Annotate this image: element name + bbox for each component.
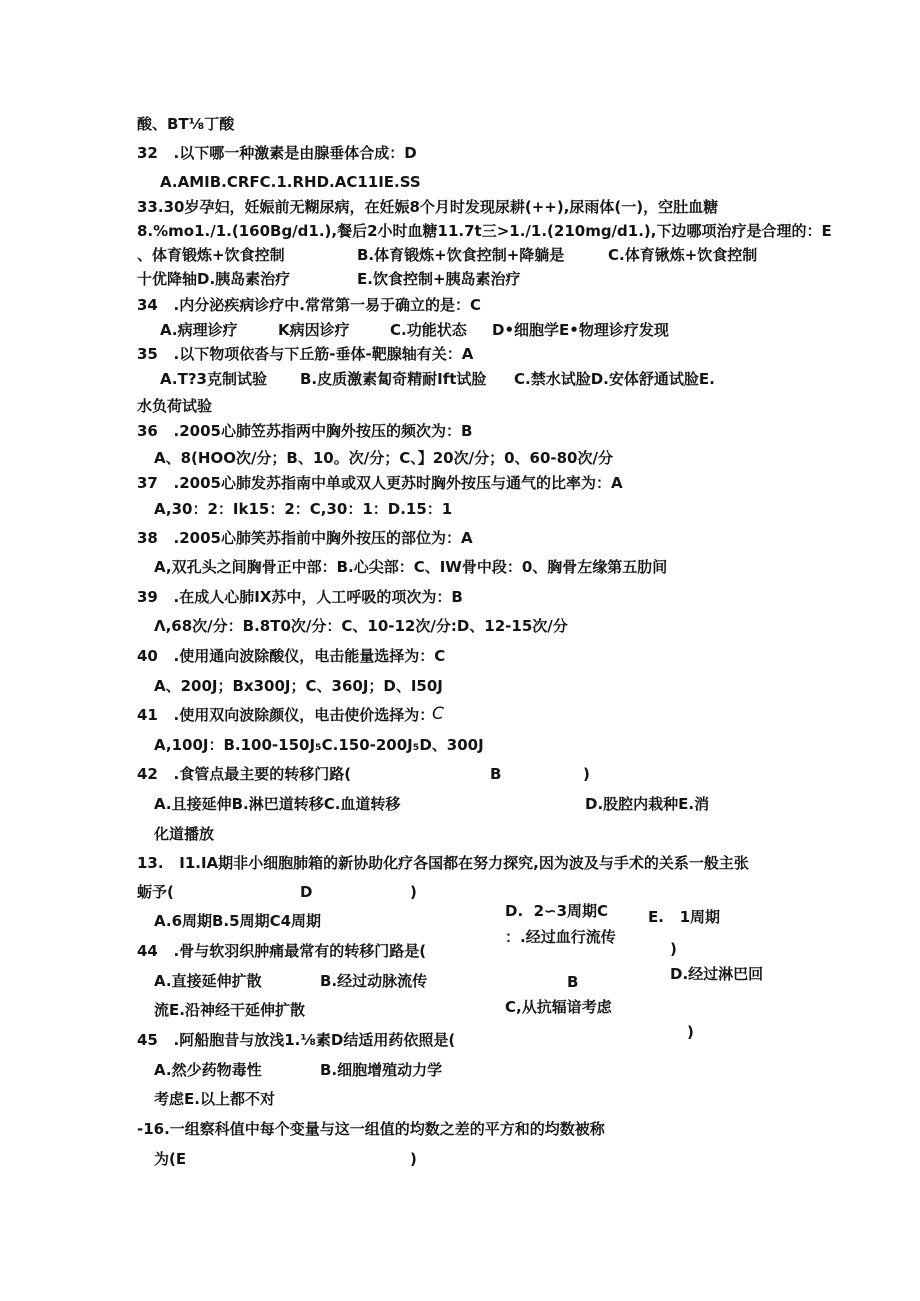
question-42: 42 .食管点最主要的转移门路( — [137, 765, 352, 783]
paren-close-45: ) — [687, 1023, 694, 1041]
options-44-b: B.经过动脉流传 — [320, 972, 428, 990]
options-32: A.AMIB.CRFC.1.RHD.AC11IE.SS — [160, 173, 421, 191]
options-42-e-cont: 化道播放 — [154, 825, 215, 843]
question-37: 37 .2005心肺发苏指南中单或双人更苏时胸外按压与通气的比率为：A — [137, 474, 623, 492]
option-35-a: A.T?3克制试验 — [160, 370, 267, 388]
option-35-e-cont: 水负荷试验 — [137, 397, 213, 415]
options-41: A,100J：B.100-150J₅C.150-200J₅D、300J — [154, 736, 484, 754]
option-34-a: A.病理诊疗 — [160, 321, 238, 339]
option-33-a: 、体育锻炼+饮食控制 — [137, 246, 285, 264]
options-39: Λ,68次/分：B.8T0次/分：C、10-12次/分:D、12-15次/分 — [154, 617, 568, 635]
text-line: 酸、BT⅛丁酸 — [137, 115, 235, 133]
options-43-d: D. 2∽3周期C — [505, 902, 609, 920]
options-45-c: C,从抗辐谙考虑 — [505, 998, 612, 1016]
question-43: 13. I1.IA期非小细胞肺箱的新协助化疗各国都在努力探究,因为波及与手术的关系一般主张 — [137, 854, 749, 872]
options-45-e: 考虑E.以上都不对 — [154, 1090, 275, 1108]
option-33-b: B.体育锻炼+饮食控制+降躺是 — [357, 246, 565, 264]
question-32: 32 .以下哪一种激素是由腺垂体合成：D — [137, 144, 417, 162]
option-34-b: K病因诊疗 — [278, 321, 350, 339]
answer-43: D — [300, 883, 313, 901]
option-35-cde: C.禁水试脸D.安体舒通试脸E. — [514, 370, 715, 388]
option-33-e: E.饮食控制+胰岛素治疗 — [357, 270, 521, 288]
question-40: 40 .使用通向波除酸仪，电击能量选择为：C — [137, 647, 446, 665]
option-34-de: D•细胞学E•物理诊疗发现 — [492, 321, 669, 339]
question-41: 41 .使用双向波除颜仪，电击使价选择为： — [137, 706, 435, 724]
options-37: A,30：2：Ik15：2：C,30：1：D.15：1 — [154, 500, 453, 518]
options-44-a: A.直接延伸扩散 — [154, 972, 262, 990]
options-44-e: 流E.沿神经干延伸扩散 — [154, 1001, 305, 1019]
question-38: 38 .2005心肺笑苏指前中胸外按压的部位为：A — [137, 529, 473, 547]
options-45-b: B.细胞增殖动力学 — [320, 1061, 443, 1079]
answer-41: C — [432, 704, 444, 724]
option-35-b: B.皮质激素匐奇精耐Ift试脸 — [300, 370, 487, 388]
question-33-line2: 8.%mo1./1.(160Bg/d1.),餐后2小时血糖11.7t三>1./1.(210mg/d1.),下边哪项治疗是合理的：E — [137, 222, 832, 240]
options-42-abc: A.且接延伸B.淋巴道转移C.血道转移 — [154, 795, 401, 813]
options-36: A、8(HOO次/分；B、10。次/分；C、】20次/分；0、60-80次/分 — [154, 449, 613, 467]
options-38: A,双孔头之间胸骨正中部：B.心尖部：C、IW骨中段：0、胸骨左缘第五肋间 — [154, 558, 668, 576]
option-33-c: C.体育锹炼+饮食控制 — [608, 246, 758, 264]
question-35: 35 .以下物项依沓与下丘筋-垂体-靶腺轴有关：A — [137, 345, 474, 363]
option-33-cd: 十优降轴D.胰岛素治疗 — [137, 270, 291, 288]
question-45: 45 .阿船胞昔与放浅1.⅛素D结适用药依照是( — [137, 1031, 456, 1049]
question-34: 34 .内分泌疾病诊疗中.常常第一易于确立的是：C — [137, 296, 481, 314]
options-40: A、200J；Bx300J；C、360J；D、I50J — [154, 677, 443, 695]
question-33: 33.30岁孕妇，妊娠前无糊尿病，在妊娠8个月时发现尿耕(++),尿雨体(一)，空肚血糖 — [137, 198, 719, 216]
options-42-de: D.股腔内栽种E.消 — [585, 795, 710, 813]
options-44-d: D.经过淋巴回 — [670, 965, 764, 983]
question-46: -16.一组察科值中每个变量与这一组值的均数之差的平方和的均数被称 — [137, 1120, 605, 1138]
option-34-c: C.功能状态 — [390, 321, 467, 339]
paren-close-46: ) — [410, 1150, 417, 1168]
options-45-a: A.然少药物毒性 — [154, 1061, 262, 1079]
question-39: 39 .在成人心肺IX苏中，人工呼吸的项次为：B — [137, 588, 463, 606]
question-46-line2: 为(E — [154, 1150, 187, 1168]
options-43-abc: A.6周期B.5周期C4周期 — [154, 912, 322, 930]
paren-close-43: ) — [410, 883, 417, 901]
question-44: 44 .骨与软羽织肿痛最常有的转移门路是( — [137, 942, 427, 960]
question-43-line2: 蛎予( — [137, 883, 174, 901]
answer-44: B — [567, 973, 579, 991]
paren-close-44: ) — [670, 940, 677, 958]
options-43-e: E. 1周期 — [648, 908, 721, 926]
question-36: 36 .2005心肺笠苏指两中胸外按压的频次为：B — [137, 422, 473, 440]
paren-close-42: ) — [583, 765, 590, 783]
answer-42: B — [490, 765, 502, 783]
options-44-c-fragment: ：.经过血行流传 — [505, 928, 616, 946]
